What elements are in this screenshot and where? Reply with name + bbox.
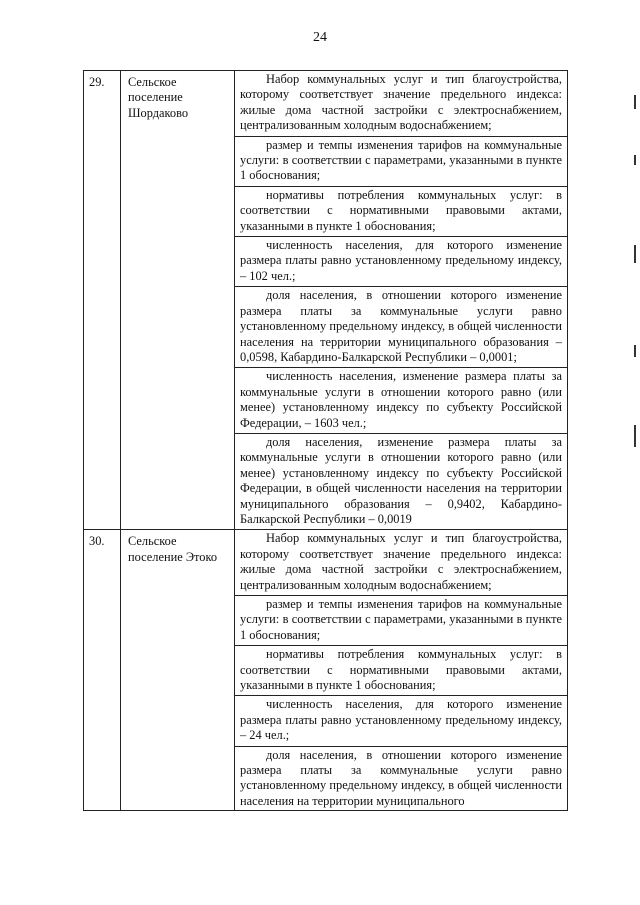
settlement-name: Сельское поселение Этоко: [121, 530, 235, 811]
justification-paragraph: Набор коммунальных услуг и тип благоустройства, которому соответствует значение предельного индекса: жилые дома частной застройки с электроснабжением, централизованным холодным водоснабжением;: [235, 71, 567, 137]
justification-paragraph: доля населения, в отношении которого изменение размера платы за коммунальные услуги равно установленному предельному индексу, в общей численности населения на территории муниципального: [240, 747, 562, 808]
settlement-name: Сельское поселение Шордаково: [121, 71, 235, 530]
justification-cell: [235, 71, 568, 530]
page-number: 24: [313, 30, 327, 45]
justification-paragraph: размер и темпы изменения тарифов на коммунальные услуги: в соответствии с параметрами, указанными в пункте 1 обоснования;: [235, 596, 567, 646]
justification-cell: [235, 530, 568, 811]
justification-paragraph: численность населения, изменение размера платы за коммунальные услуги в отношении которого равно (или менее) установленному индексу по субъекту Российской Федерации, – 1603 чел.;: [235, 368, 567, 434]
table-row: [84, 530, 568, 811]
justification-paragraph: численность населения, для которого изменение размера платы равно установленному предельному индексу, – 24 чел.;: [235, 696, 567, 746]
settlements-table: [83, 70, 568, 811]
justification-paragraph: Набор коммунальных услуг и тип благоустройства, которому соответствует значение предельного индекса: жилые дома частной застройки с электроснабжением, централизованным холодным водоснабжением;: [235, 530, 567, 596]
table-row: [84, 71, 568, 530]
justification-paragraph: нормативы потребления коммунальных услуг: в соответствии с нормативными правовыми актами, указанными в пункте 1 обоснования;: [235, 646, 567, 696]
row-number: 29.: [84, 71, 121, 530]
table-body: [84, 71, 568, 811]
justification-paragraph: численность населения, для которого изменение размера платы равно установленному предельному индексу, – 102 чел.;: [235, 237, 567, 287]
justification-paragraph: нормативы потребления коммунальных услуг: в соответствии с нормативными правовыми актами, указанными в пункте 1 обоснования;: [235, 187, 567, 237]
row-number: 30.: [84, 530, 121, 811]
justification-paragraph: доля населения, в отношении которого изменение размера платы за коммунальные услуги равно установленному предельному индексу, в общей численности населения на территории муниципального образования – 0,0598, Кабардино-Балкарской Республики – 0,0001;: [235, 287, 567, 368]
justification-paragraph: доля населения, изменение размера платы за коммунальные услуги в отношении которого равно (или менее) установленному индексу по субъекту Российской Федерации, в общей численности населения на территории муниципального образования – 0,9402, Кабардино-Балкарской Республики – 0,0019: [240, 434, 562, 526]
justification-paragraph: размер и темпы изменения тарифов на коммунальные услуги: в соответствии с параметрами, указанными в пункте 1 обоснования;: [235, 137, 567, 187]
scan-edge-marks: [634, 95, 637, 515]
